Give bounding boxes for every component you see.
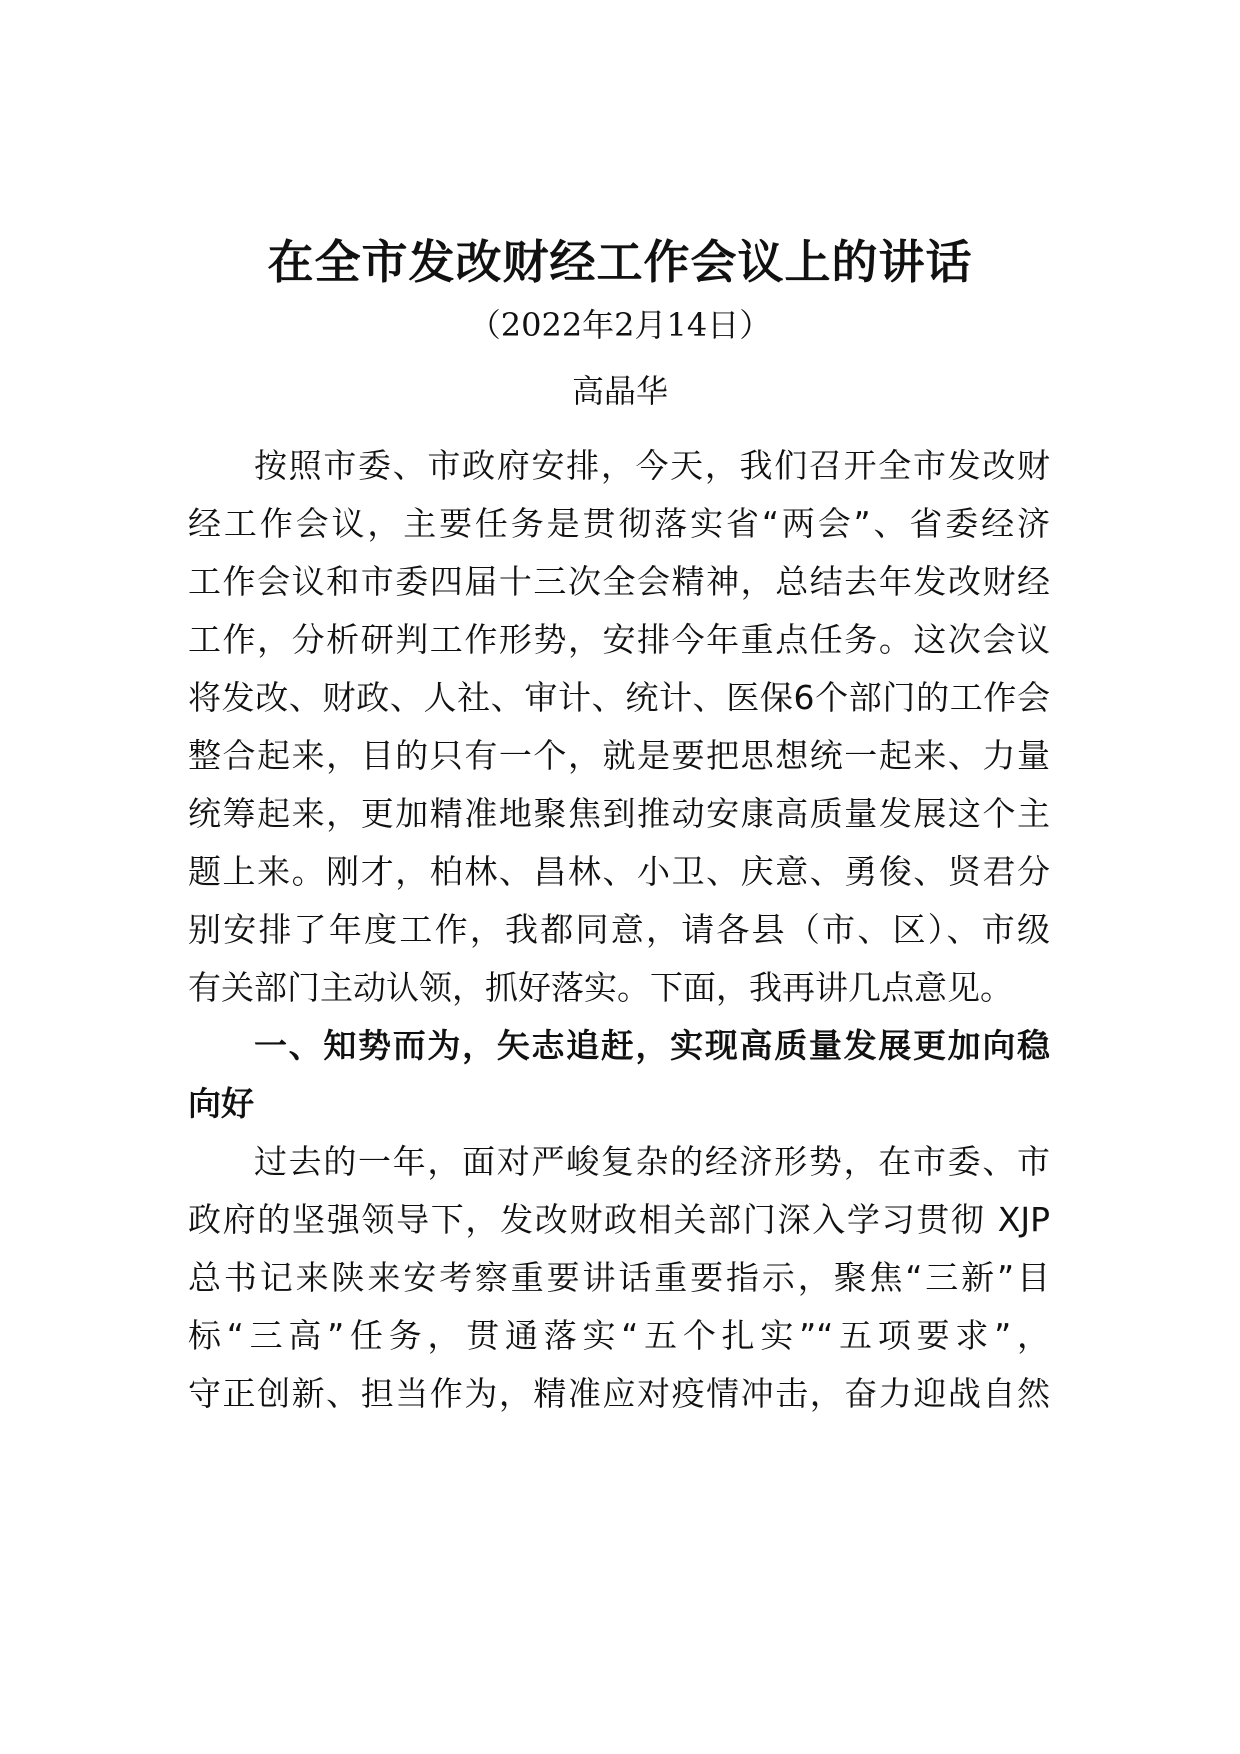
body-line: 工作会议和市委四届十三次全会精神，总结去年发改财经 [188,562,1050,601]
document-author: 高晶华 [571,372,668,410]
body-line: 过去的一年，面对严峻复杂的经济形势，在市委、市 [254,1142,1050,1181]
body-line: 政府的坚强领导下，发改财政相关部门深入学习贯彻 XJP [188,1200,1050,1239]
body-line: 整合起来，目的只有一个，就是要把思想统一起来、力量 [188,736,1050,775]
section-heading-line: 一、知势而为，矢志追赶，实现高质量发展更加向稳 [254,1026,1050,1065]
body-line: 标“三高”任务，贯通落实“五个扎实”“五项要求”， [188,1316,1050,1355]
body-line: 按照市委、市政府安排，今天，我们召开全市发改财 [254,446,1050,485]
body-line: 经工作会议，主要任务是贯彻落实省“两会”、省委经济 [188,504,1050,543]
body-line: 有关部门主动认领，抓好落实。下面，我再讲几点意见。 [188,968,1013,1007]
body-line: 题上来。刚才，柏林、昌林、小卫、庆意、勇俊、贤君分 [188,852,1050,891]
body-line: 别安排了年度工作，我都同意，请各县（市、区）、市级 [188,910,1050,949]
body-line: 统筹起来，更加精准地聚焦到推动安康高质量发展这个主 [188,794,1050,833]
document-date: （2022年2月14日） [468,306,772,344]
body-line: 总书记来陕来安考察重要讲话重要指示，聚焦“三新”目 [188,1258,1050,1297]
section-heading-line: 向好 [188,1084,254,1123]
body-line: 将发改、财政、人社、审计、统计、医保6个部门的工作会 [188,678,1050,717]
body-line: 工作，分析研判工作形势，安排今年重点任务。这次会议 [188,620,1050,659]
body-line: 守正创新、担当作为，精准应对疫情冲击，奋力迎战自然 [188,1374,1050,1413]
document-title: 在全市发改财经工作会议上的讲话 [267,235,973,289]
